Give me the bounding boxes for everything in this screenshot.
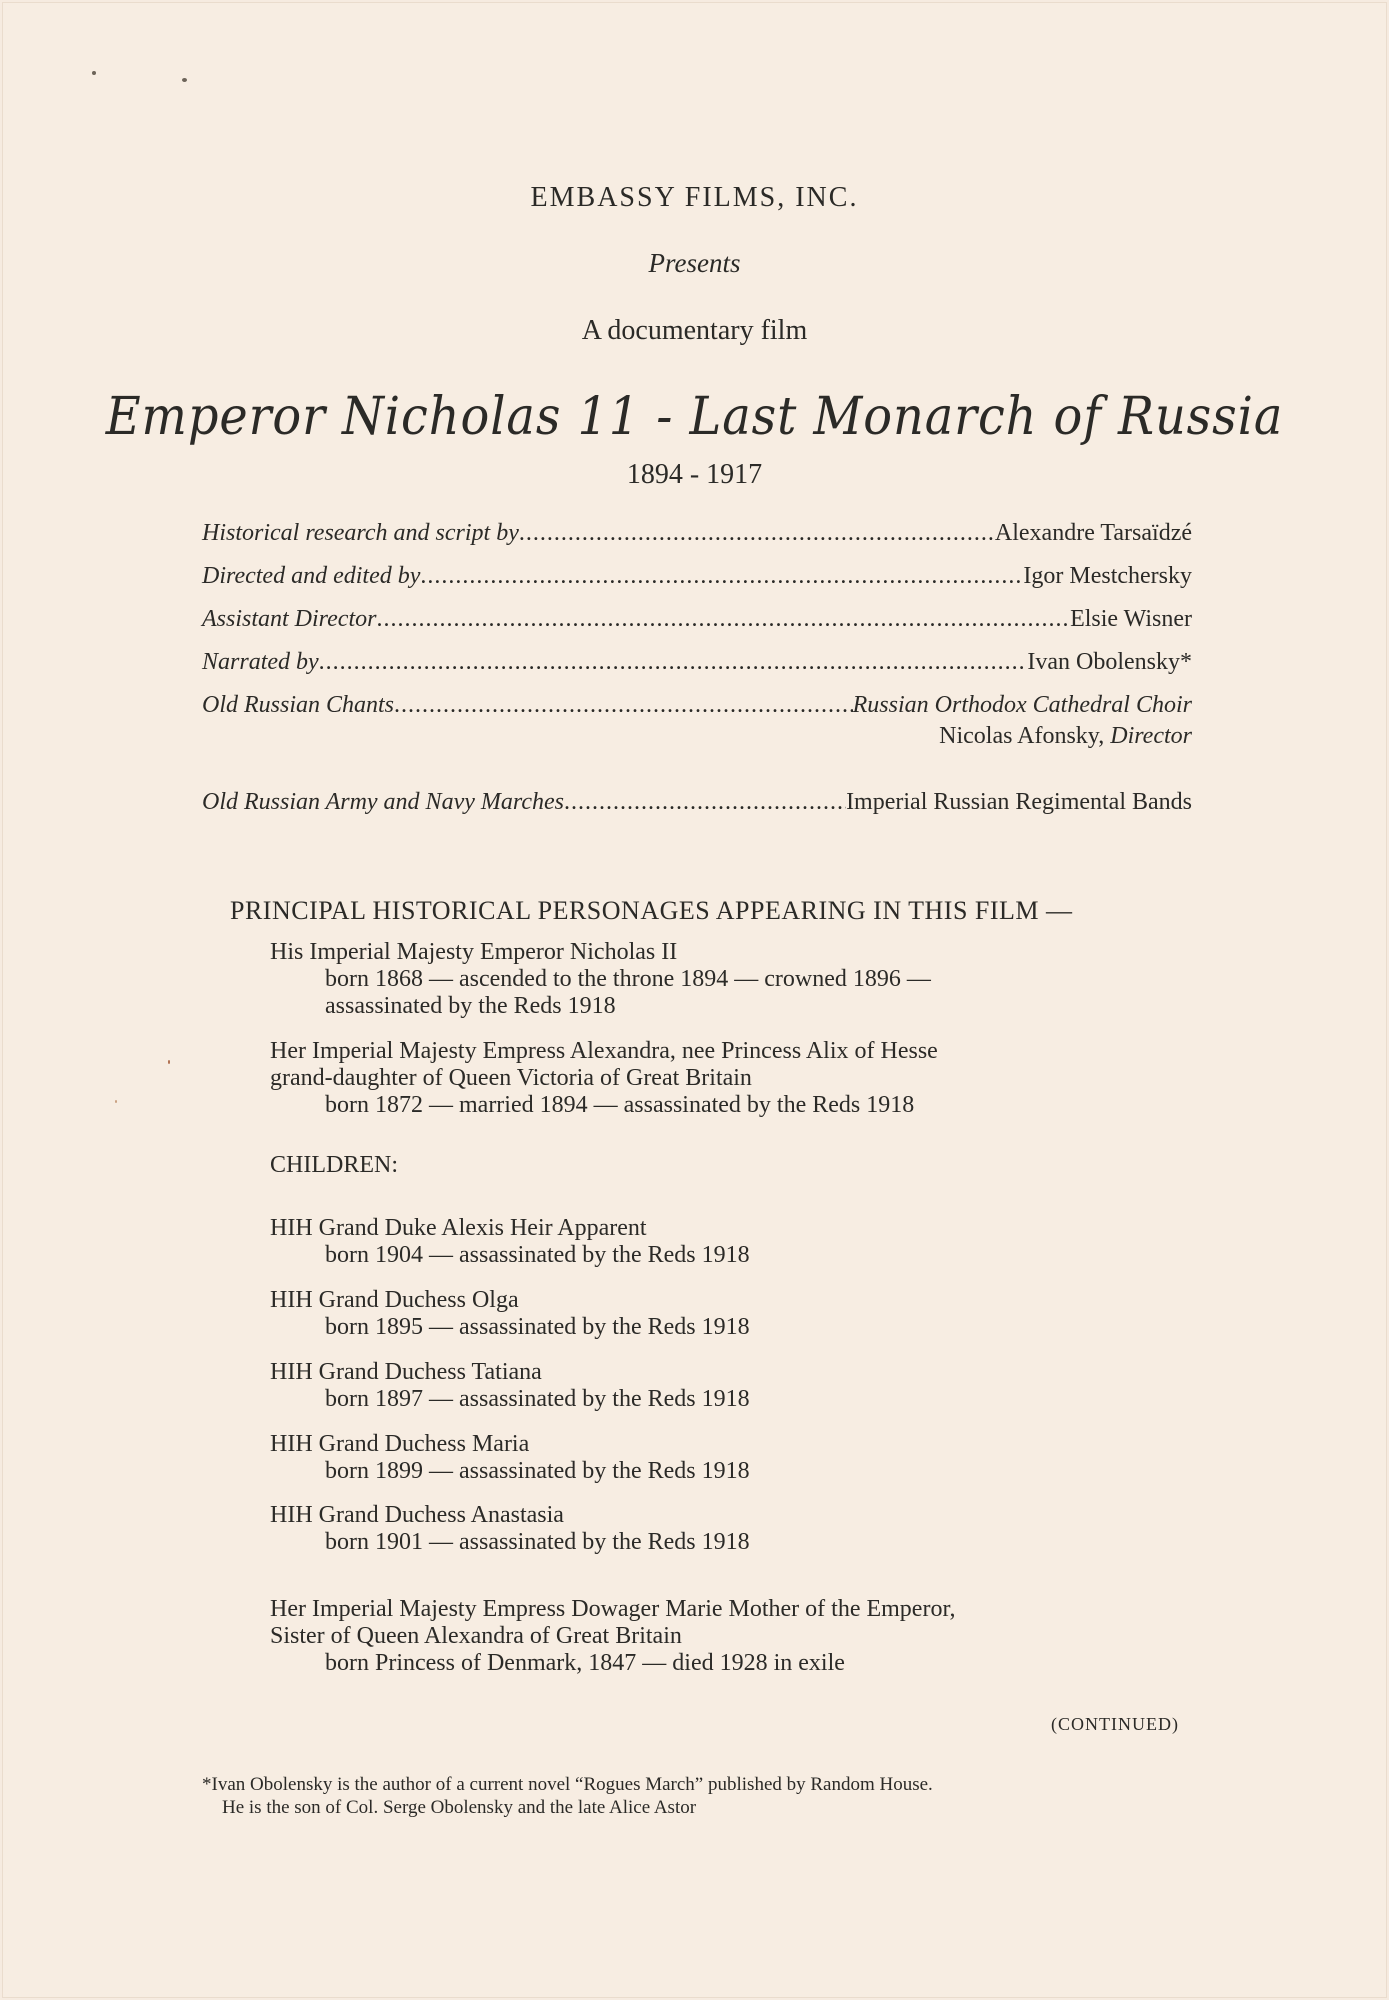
child-dates: born 1895 — assassinated by the Reds 1918 [325,1314,750,1340]
child-name: HIH Grand Duchess Maria [270,1431,530,1457]
paper-speck [182,78,187,82]
footnote-line: He is the son of Col. Serge Obolensky and the late Alice Astor [222,1797,697,1818]
document-page [2,2,1387,1998]
film-years: 1894 - 1917 [626,459,763,490]
paper-speck [92,71,96,75]
credit-role: Old Russian Army and Navy Marches [202,789,564,815]
child-dates: born 1897 — assassinated by the Reds 1918 [325,1386,750,1412]
child-name: HIH Grand Duchess Tatiana [270,1359,542,1385]
film-type: A documentary film [581,315,808,346]
dowager-dates: born Princess of Denmark, 1847 — died 1928 in exile [325,1650,845,1676]
empress-lineage: grand-daughter of Queen Victoria of Great Britain [270,1065,752,1091]
credit-row [202,606,1192,634]
credit-role: Assistant Director [202,606,377,632]
children-heading: CHILDREN: [270,1152,398,1178]
credit-row [202,649,1192,677]
credit-row [202,520,1192,548]
credit-name: Elsie Wisner [1070,606,1192,632]
paper-speck [168,1060,170,1064]
child-dates: born 1901 — assassinated by the Reds 1918 [325,1529,750,1555]
child-name: HIH Grand Duke Alexis Heir Apparent [270,1215,647,1241]
credit-row [202,563,1192,591]
child-dates: born 1904 — assassinated by the Reds 1918 [325,1242,750,1268]
leader-dots [420,563,1023,590]
paper-speck [115,1100,117,1103]
choir-director-name: Nicolas Afonsky, [939,723,1105,749]
child-name: HIH Grand Duchess Anastasia [270,1502,564,1528]
credit-name: Ivan Obolensky* [1027,649,1192,675]
dowager-lineage: Sister of Queen Alexandra of Great Britain [270,1623,682,1649]
empress-name: Her Imperial Majesty Empress Alexandra, nee Princess Alix of Hesse [270,1038,938,1064]
credit-role: Narrated by [202,649,319,675]
film-title: Emperor Nicholas 11 - Last Monarch of Russia [105,387,1284,447]
leader-dots [376,606,1070,633]
credit-row [202,692,1192,720]
leader-dots [394,692,853,719]
continued-label: (CONTINUED) [1051,1714,1179,1734]
dowager-name: Her Imperial Majesty Empress Dowager Marie Mother of the Emperor, [270,1596,956,1622]
empress-dates: born 1872 — married 1894 — assassinated by the Reds 1918 [325,1092,915,1118]
credit-name: Alexandre Tarsaïdzé [994,520,1192,546]
personages-heading: PRINCIPAL HISTORICAL PERSONAGES APPEARING IN THIS FILM — [230,896,1073,925]
child-dates: born 1899 — assassinated by the Reds 1918 [325,1458,750,1484]
credit-row [202,789,1192,817]
choir-director-title: Director [1110,723,1192,749]
footnote-line: *Ivan Obolensky is the author of a current novel “Rogues March” published by Random House. [202,1774,933,1795]
leader-dots [564,789,846,816]
credit-name: Russian Orthodox Cathedral Choir [852,692,1192,718]
presents-label: Presents [648,248,741,278]
child-name: HIH Grand Duchess Olga [270,1287,519,1313]
leader-dots [519,520,995,547]
emperor-dates: born 1868 — ascended to the throne 1894 — crowned 1896 — [325,966,931,992]
credit-role: Historical research and script by [202,520,519,546]
company-name: EMBASSY FILMS, INC. [530,182,859,213]
credit-name: Imperial Russian Regimental Bands [846,789,1192,815]
credit-name: Igor Mestchersky [1023,563,1192,589]
emperor-dates: assassinated by the Reds 1918 [325,993,616,1019]
credits-list [202,520,1192,832]
leader-dots [319,649,1028,676]
emperor-name: His Imperial Majesty Emperor Nicholas II [270,939,678,965]
credit-role: Old Russian Chants [202,692,395,718]
credit-subline [202,723,1192,751]
credit-role: Directed and edited by [202,563,421,589]
